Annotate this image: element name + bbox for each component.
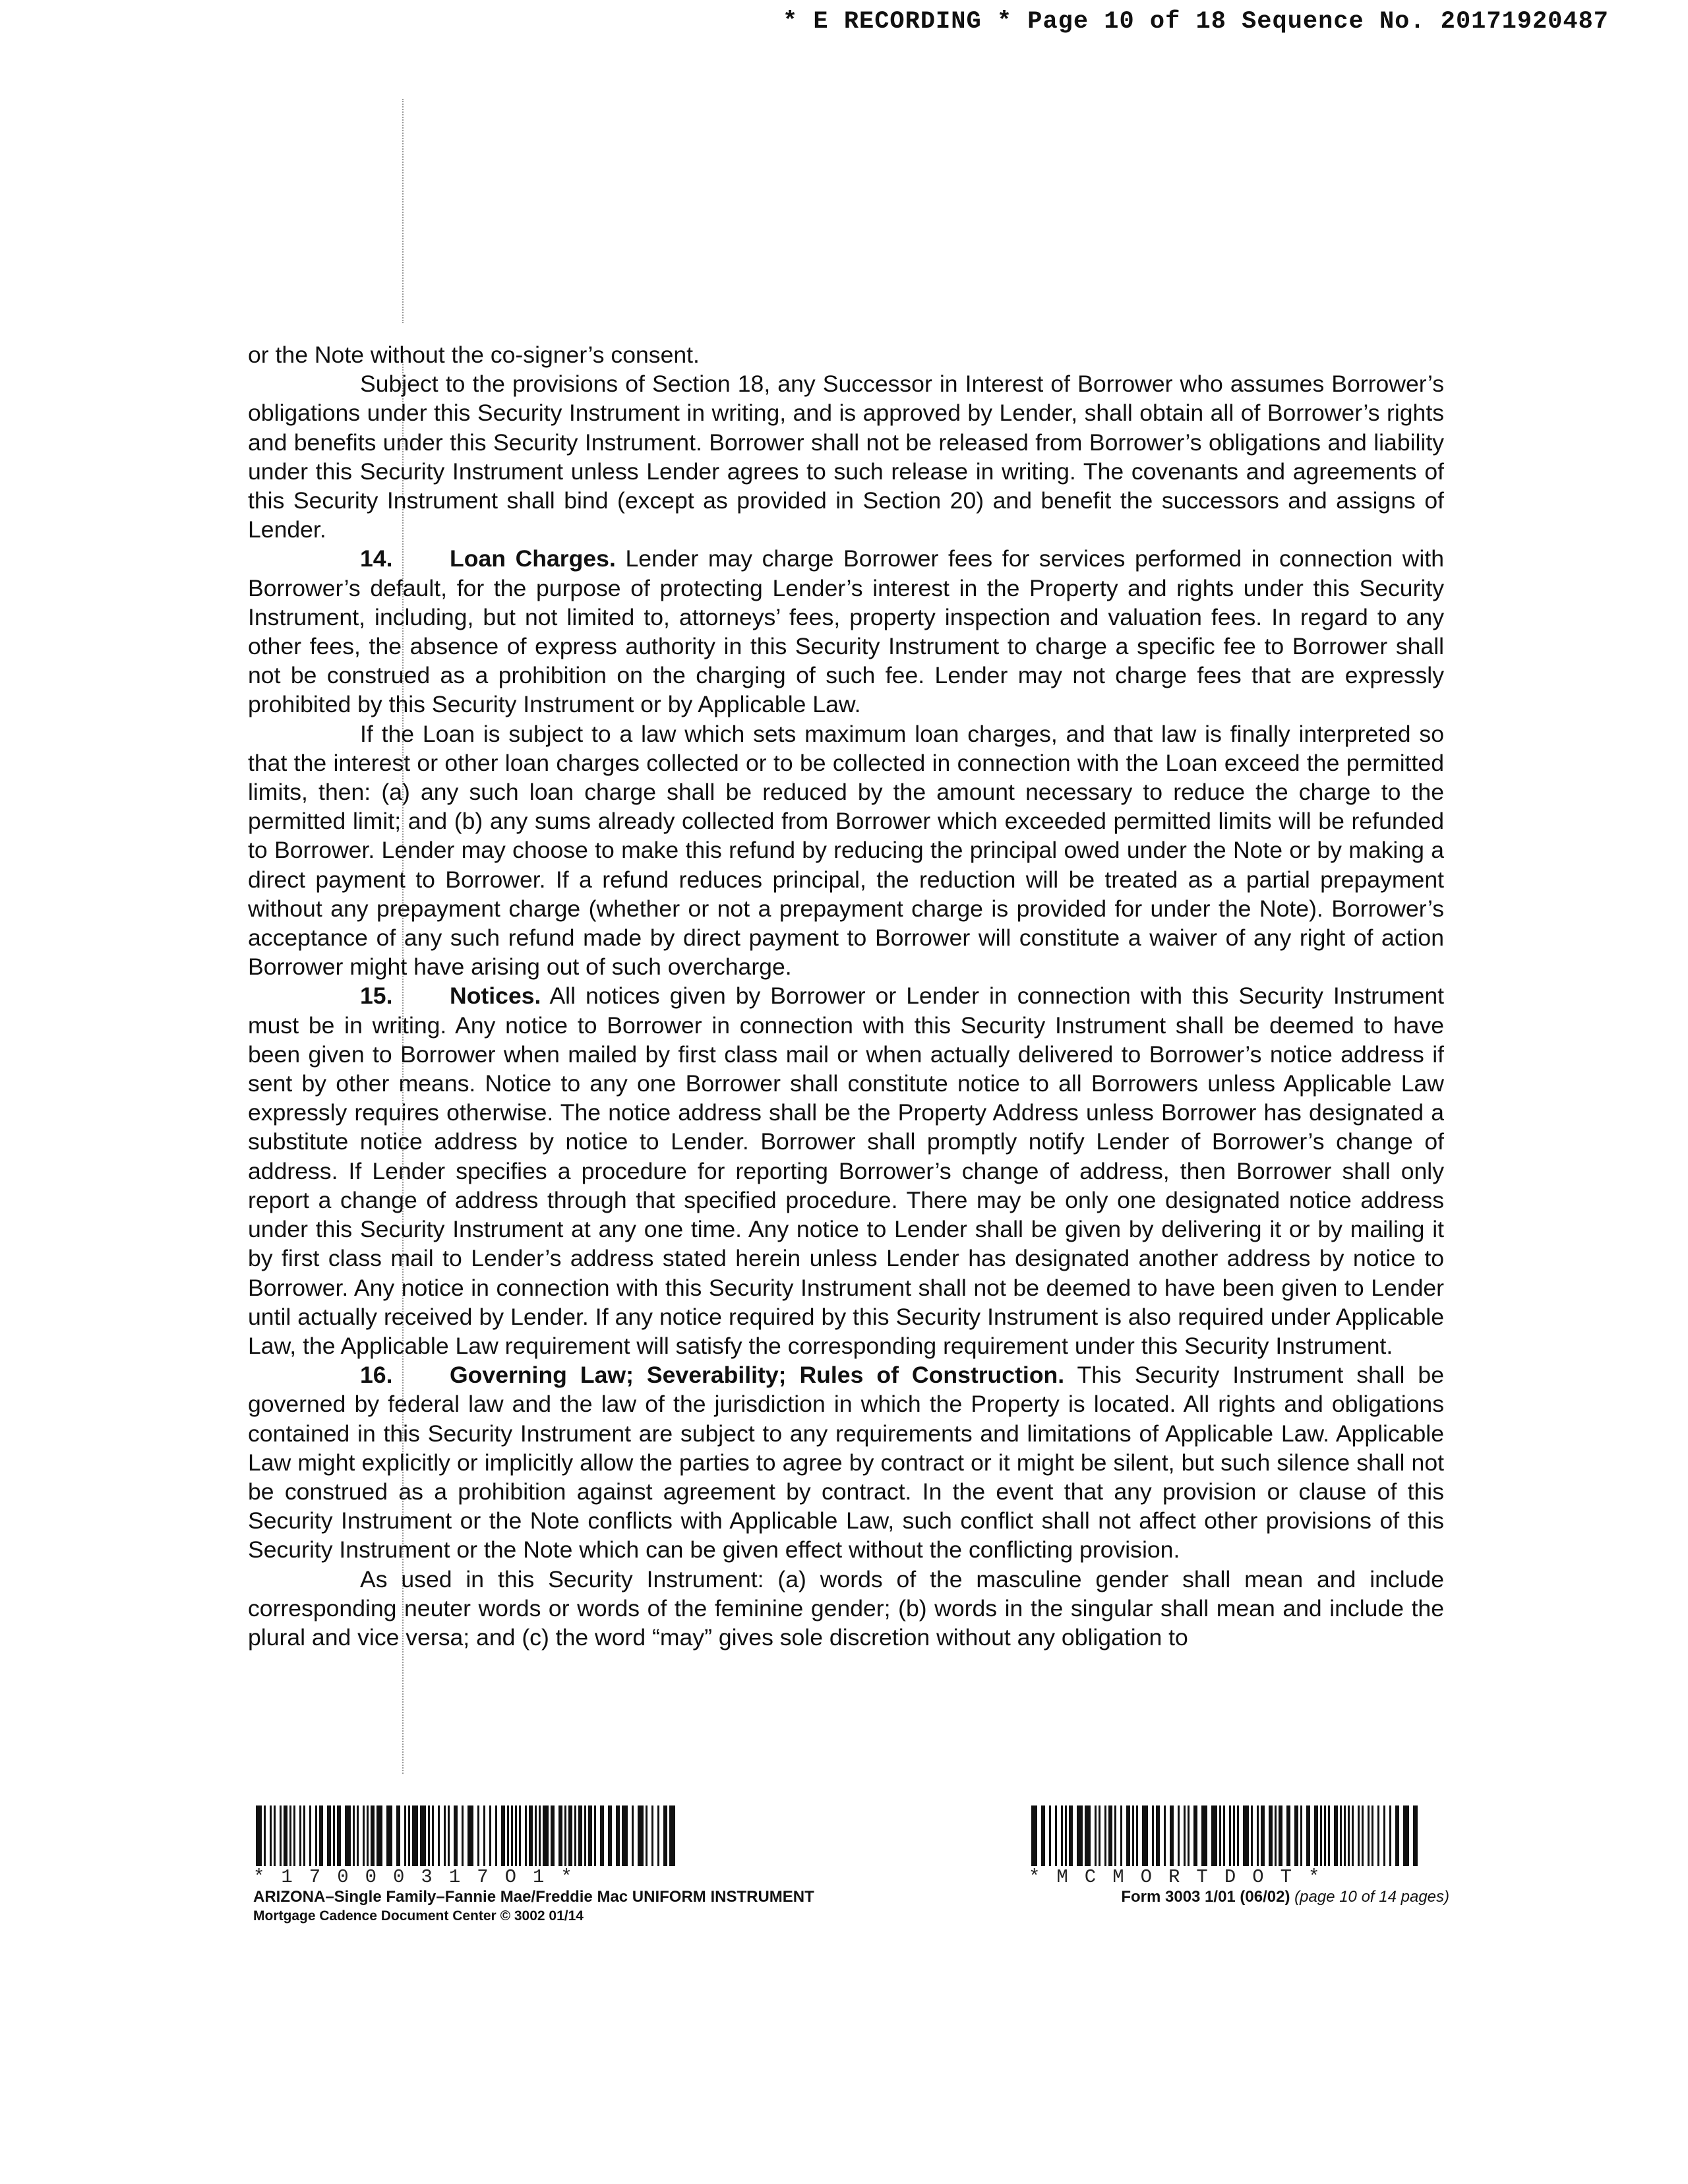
barcode-bar xyxy=(1257,1805,1259,1866)
barcode-bar xyxy=(309,1805,311,1866)
barcode-bar xyxy=(646,1805,648,1866)
barcode-bar xyxy=(315,1805,317,1866)
barcode-bar xyxy=(1223,1805,1225,1866)
barcode-bar xyxy=(1344,1805,1346,1866)
paragraph-text: Lender may charge Borrower fees for services performed in connection with Borrower’s default, for the purpose of protecting Lender’s interest in the Property and rights under this Security Instrument, including, but not limited to, attorneys’ fees, property inspection and valuation fees. In regard to any other fees, the absence of express authority in this Security Instrument to charge a specific fee to Borrower shall not be construed as a prohibition on the charging of such fee. Lender may not charge fees that are expressly prohibited by this Security Instrument or by Applicable Law. xyxy=(248,545,1445,718)
barcode-bar xyxy=(299,1805,301,1866)
barcode-bar xyxy=(551,1805,555,1866)
barcode-bar xyxy=(507,1805,509,1866)
barcode-bar xyxy=(1061,1805,1063,1866)
barcode-bar xyxy=(1120,1805,1122,1866)
barcode-bar xyxy=(319,1805,323,1866)
document-barcode-icon xyxy=(253,1805,675,1866)
barcode-bar xyxy=(1334,1805,1338,1866)
form-barcode-icon xyxy=(1029,1805,1418,1866)
paragraph-maximum-loan-charges xyxy=(248,719,1444,982)
paragraph-text: This Security Instrument shall be governed by federal law and the law of the jurisdiction in which the Property is located. All rights and obligations contained in this Security Instrument are subject to any requirements and limitations of Applicable Law. Applicable Law might explicitly or implicitly allow the parties to agree by contract or it might be silent, but such silence shall not be construed as a prohibition against agreement by contract. In the event that any provision or clause of this Security Instrument or the Note conflicts with Applicable Law, such conflict shall not affect other provisions of this Security Instrument or the Note which can be given effect without the conflicting provision. xyxy=(248,1362,1445,1563)
barcode-bar xyxy=(1099,1805,1100,1866)
barcode-bar xyxy=(1104,1805,1106,1866)
barcode-bar xyxy=(327,1805,331,1866)
barcode-caption-left: *17000317O1* xyxy=(253,1866,589,1888)
recording-stamp-header: * E RECORDING * Page 10 of 18 Sequence No. 20171920487 xyxy=(783,8,1609,36)
barcode-bar xyxy=(483,1805,485,1866)
barcode-bar xyxy=(663,1805,667,1866)
barcode-bar xyxy=(1164,1805,1166,1866)
section-number: 14. xyxy=(360,545,393,572)
barcode-bar xyxy=(1049,1805,1051,1866)
paragraph-text: If the Loan is subject to a law which sets maximum loan charges, and that law is finally interpreted so that the interest or other loan charges collected or to be collected in connection with the Loan exceed the permitted limits, then: (a) any such loan charge shall be reduced by the amount necessary to reduce the charge to the permitted limit; and (b) any sums already collected from Borrower which exceeded permitted limits will be refunded to Borrower. Lender may choose to make this refund by reducing the principal owed under the Note or by making a direct payment to Borrower. If a refund reduces principal, the reduction will be treated as a partial prepayment without any prepayment charge (whether or not a prepayment charge is provided for under the Note). Borrower’s acceptance of any such refund made by direct payment to Borrower will constitute a waiver of any right of action Borrower might have arising out of such overcharge. xyxy=(248,720,1444,981)
paragraph-text: or the Note without the co-signer’s consent. xyxy=(248,342,700,368)
barcode-bar xyxy=(574,1805,576,1866)
section-14-loan-charges xyxy=(248,544,1444,719)
barcode-bar xyxy=(293,1805,295,1866)
barcode-bar xyxy=(1085,1805,1091,1866)
barcode-bar xyxy=(1368,1805,1370,1866)
barcode-bar xyxy=(564,1805,566,1866)
barcode-bar xyxy=(386,1805,392,1866)
barcode-bar xyxy=(1108,1805,1112,1866)
barcode-bar xyxy=(578,1805,582,1866)
barcode-bar xyxy=(432,1805,434,1866)
paragraph-rules-of-construction xyxy=(248,1565,1444,1653)
barcode-bar xyxy=(353,1805,355,1866)
barcode-bar xyxy=(568,1805,572,1866)
barcode-bar xyxy=(1324,1805,1326,1866)
barcode-bar xyxy=(1279,1805,1282,1866)
barcode-bar xyxy=(333,1805,335,1866)
barcode-bar xyxy=(1261,1805,1265,1866)
barcode-bar xyxy=(303,1805,305,1866)
barcode-bar xyxy=(408,1805,410,1866)
barcode-bar xyxy=(1233,1805,1235,1866)
barcode-bar xyxy=(489,1805,491,1866)
barcode-bar xyxy=(519,1805,521,1866)
barcode-bar xyxy=(511,1805,513,1866)
barcode-bar xyxy=(558,1805,562,1866)
paragraph-text: All notices given by Borrower or Lender in connection with this Security Instrument must be in writing. Any notice to Borrower in connection with this Security Instrument shall be deemed to have been given to Borrower when mailed by first class mail or when actually delivered to Borrower’s notice address if sent by other means. Notice to any one Borrower shall constitute notice to all Borrowers unless Applicable Law expressly requires otherwise. The notice address shall be the Property Address unless Borrower has designated a substitute notice address by notice to Lender. Borrower shall promptly notify Lender of Borrower’s change of address. If Lender specifies a procedure for reporting Borrower’s change of address, then Borrower shall only report a change of address through that specified procedure. There may be only one designated notice address under this Security Instrument at any one time. Any notice to Lender shall be given by delivering it or by mailing it by first class mail to Lender’s address stated herein unless Lender has designated another address by notice to Borrower. Any notice in connection with this Security Instrument shall not be deemed to have been given to Lender until actually received by Lender. If any notice required by this Security Instrument is also required under Applicable Law, the Applicable Law requirement will satisfy the corresponding requirement under this Security Instrument. xyxy=(248,983,1444,1359)
barcode-bar xyxy=(1132,1805,1134,1866)
barcode-bar xyxy=(1243,1805,1249,1866)
barcode-bar xyxy=(1193,1805,1197,1866)
barcode-bar xyxy=(438,1805,440,1866)
barcode-bar xyxy=(1413,1805,1418,1866)
barcode-bar xyxy=(1275,1805,1277,1866)
barcode-bar xyxy=(1269,1805,1273,1866)
barcode-bar xyxy=(274,1805,276,1866)
barcode-bar xyxy=(1126,1805,1130,1866)
barcode-bar xyxy=(1352,1805,1354,1866)
barcode-bar xyxy=(1170,1805,1174,1866)
section-heading: Notices. xyxy=(450,983,541,1010)
paragraph-successor-in-interest xyxy=(248,369,1444,544)
barcode-bar xyxy=(477,1805,479,1866)
barcode-bar xyxy=(1300,1805,1302,1866)
barcode-bar xyxy=(1152,1805,1154,1866)
barcode-bar xyxy=(1251,1805,1253,1866)
barcode-bar xyxy=(337,1805,341,1866)
barcode-bar xyxy=(1294,1805,1298,1866)
barcode-bar xyxy=(1340,1805,1342,1866)
barcode-bar xyxy=(588,1805,592,1866)
barcode-bar xyxy=(377,1805,382,1866)
barcode-bar xyxy=(280,1805,282,1866)
barcode-bar xyxy=(1372,1805,1373,1866)
paragraph-co-signer-end xyxy=(248,340,1444,369)
barcode-bar xyxy=(1389,1805,1391,1866)
barcode-bar xyxy=(600,1805,604,1866)
barcode-bar xyxy=(1362,1805,1364,1866)
barcode-bar xyxy=(264,1805,266,1866)
barcode-bar xyxy=(1306,1805,1310,1866)
barcode-bar xyxy=(515,1805,517,1866)
barcode-bar xyxy=(543,1805,549,1866)
scan-artifact-line-top xyxy=(402,99,404,323)
barcode-bar xyxy=(1328,1805,1330,1866)
barcode-bar xyxy=(412,1805,418,1866)
barcode-bar xyxy=(495,1805,497,1866)
barcode-bar xyxy=(669,1805,675,1866)
barcode-bar xyxy=(1031,1805,1037,1866)
barcode-bar xyxy=(632,1805,634,1866)
barcode-bar xyxy=(608,1805,612,1866)
barcode-bar xyxy=(1314,1805,1318,1866)
barcode-bar xyxy=(420,1805,426,1866)
barcode-bar xyxy=(1320,1805,1322,1866)
barcode-bar xyxy=(1383,1805,1385,1866)
barcode-bar xyxy=(444,1805,446,1866)
barcode-bar xyxy=(1211,1805,1217,1866)
section-16-governing-law xyxy=(248,1360,1444,1564)
paragraph-text: Subject to the provisions of Section 18, any Successor in Interest of Borrower who assumes Borrower’s obligations under this Security Instrument in writing, and is approved by Lender, shall obtain all of Borrower’s rights and benefits under this Security Instrument. Borrower shall not be released from Borrower’s obligations and liability under this Security Instrument unless Lender agrees to such release in writing. The covenants and agreements of this Security Instrument shall bind (except as provided in Section 20) and benefit the successors and assigns of Lender. xyxy=(248,371,1444,543)
barcode-bar xyxy=(638,1805,644,1866)
barcode-bar xyxy=(1395,1805,1399,1866)
barcode-bar xyxy=(657,1805,659,1866)
barcode-bar xyxy=(404,1805,406,1866)
section-number: 15. xyxy=(360,983,393,1010)
footer-right xyxy=(1029,1805,1464,1907)
barcode-bar xyxy=(622,1805,628,1866)
section-heading: Governing Law; Severability; Rules of Construction. xyxy=(450,1362,1065,1389)
barcode-bar xyxy=(1142,1805,1148,1866)
barcode-bar xyxy=(1065,1805,1067,1866)
page-count-note: (page 10 of 14 pages) xyxy=(1294,1888,1449,1906)
document-body xyxy=(248,340,1444,1652)
barcode-bar xyxy=(651,1805,653,1866)
barcode-bar xyxy=(1156,1805,1160,1866)
barcode-bar xyxy=(363,1805,365,1866)
barcode-bar xyxy=(584,1805,586,1866)
barcode-bar xyxy=(256,1805,262,1866)
form-title: ARIZONA–Single Family–Fannie Mae/Freddie Mac UNIFORM INSTRUMENT xyxy=(253,1888,814,1906)
barcode-bar xyxy=(428,1805,430,1866)
barcode-bar xyxy=(1219,1805,1221,1866)
barcode-bar xyxy=(529,1805,533,1866)
barcode-bar xyxy=(535,1805,537,1866)
barcode-bar xyxy=(1358,1805,1360,1866)
barcode-bar xyxy=(270,1805,272,1866)
form-number-line xyxy=(1029,1887,1464,1907)
barcode-bar xyxy=(396,1805,400,1866)
barcode-bar xyxy=(371,1805,375,1866)
barcode-bar xyxy=(367,1805,369,1866)
barcode-bar xyxy=(448,1805,450,1866)
barcode-bar xyxy=(1095,1805,1097,1866)
barcode-bar xyxy=(539,1805,541,1866)
barcode-bar xyxy=(345,1805,351,1866)
barcode-caption-right: *MCMORTDOT* xyxy=(1029,1866,1337,1888)
barcode-bar xyxy=(462,1805,464,1866)
barcode-bar xyxy=(1041,1805,1045,1866)
barcode-bar xyxy=(1403,1805,1409,1866)
barcode-bar xyxy=(1201,1805,1207,1866)
barcode-bar xyxy=(1069,1805,1073,1866)
barcode-bar xyxy=(501,1805,505,1866)
barcode-bar xyxy=(1286,1805,1290,1866)
barcode-bar xyxy=(594,1805,596,1866)
barcode-bar xyxy=(1237,1805,1239,1866)
barcode-bar xyxy=(1377,1805,1379,1866)
section-number: 16. xyxy=(360,1362,393,1389)
barcode-bar xyxy=(1188,1805,1190,1866)
barcode-bar xyxy=(467,1805,473,1866)
form-number: Form 3003 1/01 (06/02) xyxy=(1121,1888,1290,1906)
barcode-bar xyxy=(1229,1805,1231,1866)
barcode-bar xyxy=(289,1805,291,1866)
barcode-bar xyxy=(1114,1805,1116,1866)
barcode-bar xyxy=(1184,1805,1186,1866)
barcode-bar xyxy=(1077,1805,1083,1866)
barcode-bar xyxy=(616,1805,620,1866)
barcode-bar xyxy=(1055,1805,1057,1866)
paragraph-text: As used in this Security Instrument: (a) words of the masculine gender shall mean and include corresponding neuter words or words of the feminine gender; (b) words in the singular shall mean and include the plural and vice versa; and (c) the word “may” gives sole discretion without any obligation to xyxy=(248,1565,1444,1651)
barcode-bar xyxy=(454,1805,458,1866)
barcode-bar xyxy=(1178,1805,1180,1866)
barcode-bar xyxy=(357,1805,359,1866)
footer-left xyxy=(253,1805,913,1926)
barcode-bar xyxy=(284,1805,287,1866)
document-center-label: Mortgage Cadence Document Center © 3002 01/14 xyxy=(253,1908,584,1924)
barcode-bar xyxy=(1348,1805,1350,1866)
barcode-bar xyxy=(1136,1805,1138,1866)
barcode-bar xyxy=(525,1805,527,1866)
section-heading: Loan Charges. xyxy=(450,545,616,572)
section-15-notices xyxy=(248,981,1444,1360)
